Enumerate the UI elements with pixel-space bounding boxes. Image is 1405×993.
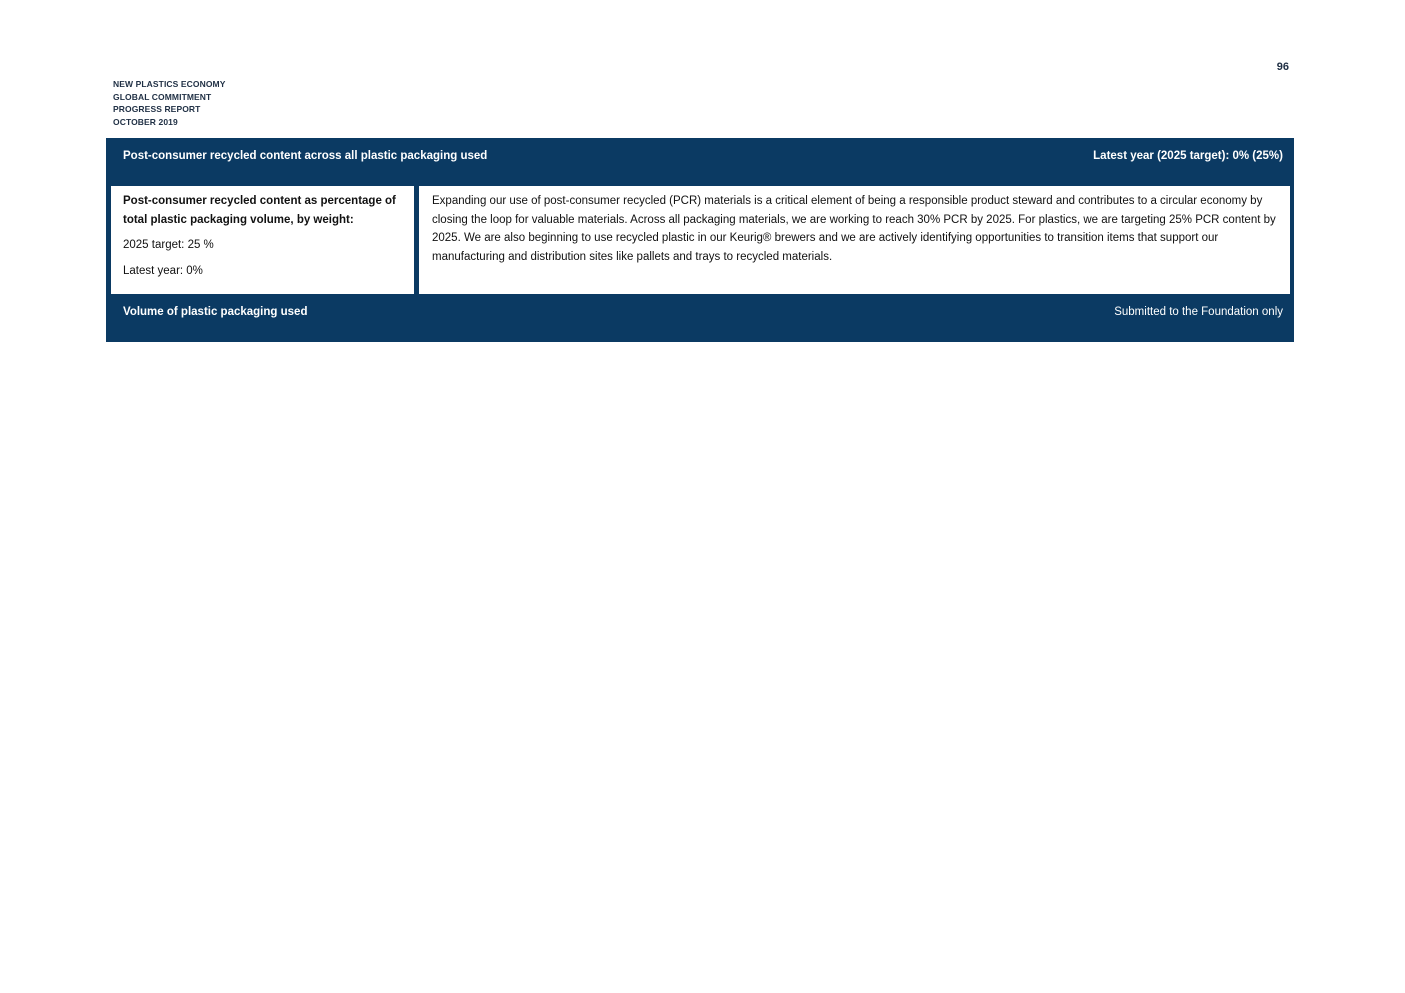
description-cell (419, 186, 1290, 294)
table-top-band (106, 138, 1294, 184)
report-header (113, 78, 226, 128)
table-bottom-band (106, 295, 1294, 342)
description-text: Expanding our use of post-consumer recycled (PCR) materials is a critical element of being a responsible product steward and contributes to a circular economy by closing the loop for valuable materials. Across all packaging materials, we are working to reach 30% PCR by 2025. For plastics, we are targeting 25% PCR content by 2025. We are also beginning to use recycled plastic in our Keurig® brewers and we are actively identifying opportunities to transition items that support our manufacturing and distribution sites like pallets and trays to recycled materials. (432, 195, 1276, 263)
metric-cell (111, 186, 414, 294)
report-header-line-4: OCTOBER 2019 (113, 116, 178, 127)
report-header-line-2: GLOBAL COMMITMENT (113, 91, 212, 102)
metric-latest: Latest year: 0% (123, 265, 203, 278)
volume-status: Submitted to the Foundation only (1114, 306, 1283, 318)
report-header-line-3: PROGRESS REPORT (113, 104, 201, 114)
metric-target: 2025 target: 25 % (123, 239, 214, 252)
metric-table (106, 138, 1294, 342)
metric-title: Post-consumer recycled content across all plastic packaging used (123, 150, 488, 162)
volume-label: Volume of plastic packaging used (123, 306, 308, 318)
report-header-line-1: NEW PLASTICS ECONOMY (113, 79, 226, 89)
page-number: 96 (1276, 61, 1289, 73)
metric-summary: Latest year (2025 target): 0% (25%) (1093, 150, 1283, 162)
metric-label: Post-consumer recycled content as percentage of total plastic packaging volume, by weight: (123, 195, 396, 226)
